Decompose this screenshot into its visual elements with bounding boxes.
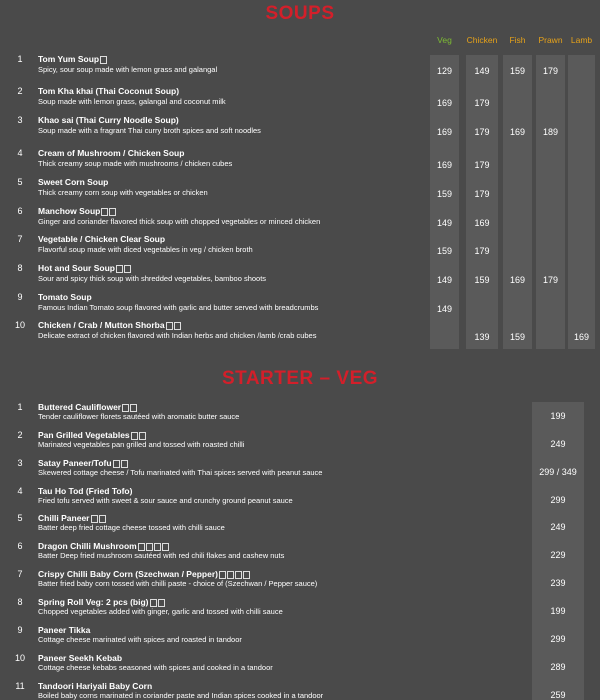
item-price: 169: [436, 160, 453, 170]
item-price: 169: [436, 98, 453, 108]
item-number: 9: [17, 292, 23, 302]
dietary-marker-icon: [146, 543, 153, 551]
item-number: 9: [17, 625, 23, 635]
item-number: 1: [17, 54, 23, 64]
dietary-marker-icon: [91, 515, 98, 523]
item-name-text: Hot and Sour Soup: [38, 263, 115, 273]
item-number: 2: [17, 86, 23, 96]
item-number: 10: [14, 320, 25, 330]
item-price: 249: [550, 439, 566, 449]
item-number: 5: [17, 177, 23, 187]
item-name: [38, 541, 169, 551]
item-description: Batter deep fried cottage cheese tossed with chilli sauce: [38, 523, 225, 532]
item-price: 239: [550, 578, 566, 588]
item-name: [38, 234, 165, 244]
item-price: 179: [474, 246, 490, 256]
item-name: [38, 177, 108, 187]
item-description: Cottage cheese kebabs seasoned with spices and cooked in a tandoor: [38, 663, 273, 672]
item-description: Famous Indian Tomato soup flavored with garlic and butter served with breadcrumbs: [38, 303, 319, 312]
item-name: [38, 486, 132, 496]
item-number: 2: [17, 430, 23, 440]
dietary-marker-icon: [139, 432, 146, 440]
item-price: 179: [474, 98, 490, 108]
price-column-header: Lamb: [570, 35, 593, 45]
item-description: Marinated vegetables pan grilled and tossed with roasted chilli: [38, 440, 245, 449]
price-column-band: [503, 55, 532, 349]
dietary-marker-icon: [166, 322, 173, 330]
item-name-text: Tandoori Hariyali Baby Corn: [38, 681, 153, 691]
item-name-text: Tom Yum Soup: [38, 54, 100, 64]
item-name: [38, 148, 184, 158]
item-description: Chopped vegetables added with ginger, garlic and tossed with chilli sauce: [38, 607, 283, 616]
item-price: 179: [542, 275, 559, 285]
item-name-text: Cream of Mushroom / Chicken Soup: [38, 148, 185, 158]
item-name-text: Satay Paneer/Tofu: [38, 458, 112, 468]
item-name: [38, 292, 92, 302]
dietary-marker-icon: [124, 265, 131, 273]
price-column-header: Fish: [509, 35, 526, 45]
item-price: 179: [542, 66, 559, 76]
item-name: [38, 513, 106, 523]
price-column-header: Chicken: [466, 35, 498, 45]
item-price: 129: [436, 66, 453, 76]
item-description: Delicate extract of chicken flavored with Indian herbs and chicken /lamb /crab cubes: [38, 331, 317, 340]
item-name-text: Paneer Tikka: [38, 625, 91, 635]
item-name: [38, 115, 179, 125]
item-number: 11: [15, 681, 25, 691]
item-price: 169: [474, 218, 490, 228]
dietary-marker-icon: [219, 571, 226, 579]
item-name: [38, 430, 146, 440]
starter-veg-heading: STARTER – VEG: [221, 368, 379, 389]
item-description: Skewered cottage cheese / Tofu marinated with Thai spices served with peanut sauce: [38, 468, 323, 477]
item-description: Batter Deep fried mushroom sautéed with red chili flakes and cashew nuts: [38, 551, 285, 560]
price-column-band: [568, 55, 595, 349]
dietary-marker-icon: [130, 404, 137, 412]
dietary-marker-icon: [158, 599, 165, 607]
item-number: 7: [17, 234, 23, 244]
item-description: Soup made with a fragrant Thai curry broth spices and soft noodles: [38, 126, 261, 135]
item-price: 299: [550, 495, 566, 505]
item-price: 139: [474, 332, 490, 342]
item-name-text: Vegetable / Chicken Clear Soup: [38, 234, 166, 244]
item-price: 259: [550, 690, 566, 700]
dietary-marker-icon: [174, 322, 181, 330]
dietary-marker-icon: [154, 543, 161, 551]
item-price: 169: [436, 127, 453, 137]
item-price: 299 / 349: [539, 467, 577, 477]
item-description: Tender cauliflower florets sautéed with aromatic butter sauce: [38, 412, 240, 421]
item-description: Boiled baby corns marinated in coriander paste and Indian spices cooked in a tandoor: [38, 691, 324, 700]
item-name-text: Manchow Soup: [38, 206, 101, 216]
dietary-marker-icon: [122, 404, 129, 412]
item-name: [38, 320, 181, 330]
item-description: Fried tofu served with sweet & sour sauce and crunchy ground peanut sauce: [38, 496, 293, 505]
item-number: 5: [17, 513, 23, 523]
item-price: 169: [509, 127, 526, 137]
item-description: Cottage cheese marinated with spices and roasted in tandoor: [38, 635, 242, 644]
item-number: 7: [17, 569, 23, 579]
item-name: [38, 681, 152, 691]
dietary-marker-icon: [100, 56, 107, 64]
dietary-marker-icon: [162, 543, 169, 551]
item-number: 6: [17, 541, 23, 551]
item-name-text: Dragon Chilli Mushroom: [38, 541, 137, 551]
item-description: Thick creamy corn soup with vegetables or chicken: [38, 188, 208, 197]
item-description: Batter fried baby corn tossed with chilli paste - choice of (Szechwan / Pepper sauce): [38, 579, 318, 588]
item-name: [38, 263, 131, 273]
item-price: 159: [509, 66, 526, 76]
dietary-marker-icon: [138, 543, 145, 551]
item-name-text: Sweet Corn Soup: [38, 177, 109, 187]
item-price: 159: [436, 246, 453, 256]
dietary-marker-icon: [121, 460, 128, 468]
dietary-marker-icon: [150, 599, 157, 607]
item-description: Soup made with lemon grass, galangal and coconut milk: [38, 97, 226, 106]
price-column-header: Veg: [437, 35, 452, 45]
item-description: Ginger and coriander flavored thick soup with chopped vegetables or minced chicken: [38, 217, 321, 226]
item-name-text: Pan Grilled Vegetables: [38, 430, 130, 440]
item-price: 169: [509, 275, 526, 285]
dietary-marker-icon: [113, 460, 120, 468]
item-price: 149: [474, 66, 490, 76]
item-name: [38, 597, 165, 607]
item-name-text: Paneer Seekh Kebab: [38, 653, 123, 663]
item-description: Flavorful soup made with diced vegetables in veg / chicken broth: [38, 245, 253, 254]
dietary-marker-icon: [99, 515, 106, 523]
dietary-marker-icon: [109, 208, 116, 216]
item-number: 8: [17, 597, 23, 607]
item-name-text: Crispy Chilli Baby Corn (Szechwan / Pepper): [38, 569, 218, 579]
dietary-marker-icon: [227, 571, 234, 579]
item-number: 4: [17, 148, 23, 158]
dietary-marker-icon: [101, 208, 108, 216]
item-name: [38, 86, 179, 96]
item-price: 149: [436, 275, 453, 285]
item-price: 159: [474, 275, 490, 285]
item-description: Thick creamy soup made with mushrooms / chicken cubes: [38, 159, 233, 168]
item-number: 10: [14, 653, 25, 663]
item-price: 179: [474, 127, 490, 137]
item-price: 249: [550, 522, 566, 532]
item-price: 169: [573, 332, 590, 342]
item-number: 3: [17, 115, 23, 125]
item-name-text: Chicken / Crab / Mutton Shorba: [38, 320, 165, 330]
item-price: 159: [436, 189, 453, 199]
item-name-text: Buttered Cauliflower: [38, 402, 122, 412]
item-price: 229: [550, 550, 566, 560]
item-price: 179: [474, 189, 490, 199]
item-price: 179: [474, 160, 490, 170]
item-number: 3: [17, 458, 23, 468]
item-name: [38, 569, 250, 579]
item-price: 149: [436, 304, 453, 314]
item-name-text: Tau Ho Tod (Fried Tofo): [38, 486, 133, 496]
item-name: [38, 206, 116, 216]
item-price: 199: [550, 606, 566, 616]
item-price: 159: [509, 332, 526, 342]
item-price: 189: [542, 127, 559, 137]
soups-heading: SOUPS: [265, 3, 335, 24]
item-number: 6: [17, 206, 23, 216]
item-name-text: Tomato Soup: [38, 292, 92, 302]
item-price: 149: [436, 218, 453, 228]
item-name-text: Khao sai (Thai Curry Noodle Soup): [38, 115, 179, 125]
item-name-text: Spring Roll Veg: 2 pcs (big): [38, 597, 149, 607]
item-description: Spicy, sour soup made with lemon grass and galangal: [38, 65, 218, 74]
item-name: [38, 402, 137, 412]
item-number: 1: [17, 402, 23, 412]
item-number: 8: [17, 263, 23, 273]
item-number: 4: [17, 486, 23, 496]
item-name: [38, 653, 122, 663]
item-price: 299: [550, 634, 566, 644]
dietary-marker-icon: [116, 265, 123, 273]
item-price: 289: [550, 662, 566, 672]
item-description: Sour and spicy thick soup with shredded vegetables, bamboo shoots: [38, 274, 267, 283]
item-name: [38, 54, 107, 64]
item-name: [38, 625, 90, 635]
price-column-band: [536, 55, 565, 349]
dietary-marker-icon: [235, 571, 242, 579]
item-name-text: Chilli Paneer: [38, 513, 90, 523]
item-name-text: Tom Kha khai (Thai Coconut Soup): [38, 86, 180, 96]
price-column-header: Prawn: [538, 35, 563, 45]
item-name: [38, 458, 128, 468]
dietary-marker-icon: [131, 432, 138, 440]
dietary-marker-icon: [243, 571, 250, 579]
item-price: 199: [550, 411, 566, 421]
